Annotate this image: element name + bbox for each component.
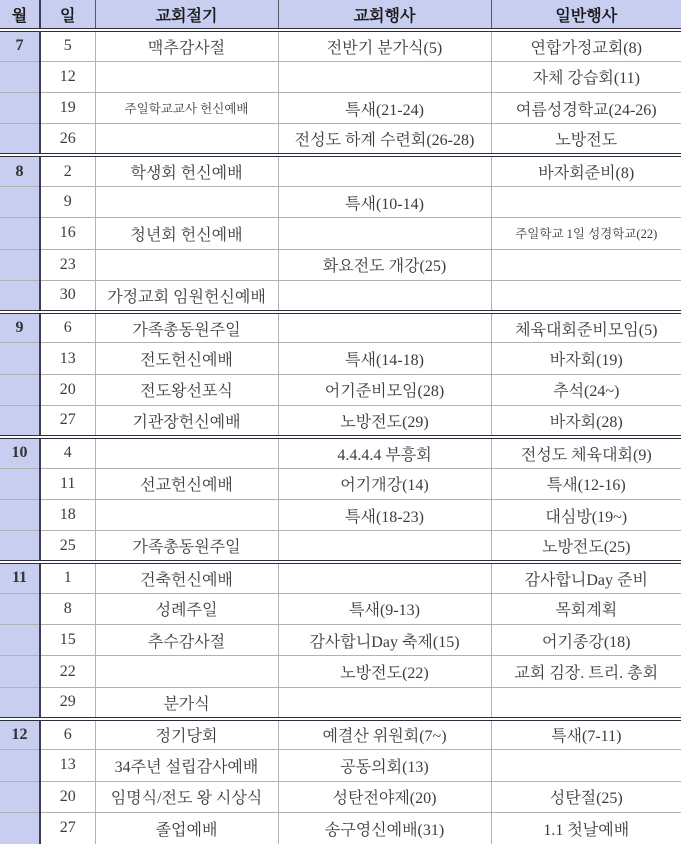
cell-season: 가족총동원주일 — [95, 312, 278, 343]
cell-month — [0, 812, 40, 844]
cell-general: 교회 김장. 트리. 총회 — [491, 656, 681, 687]
cell-day: 22 — [40, 656, 95, 687]
cell-day: 6 — [40, 312, 95, 343]
cell-season: 전도헌신예배 — [95, 343, 278, 374]
cell-season: 주일학교교사 헌신예배 — [95, 93, 278, 124]
cell-day: 20 — [40, 781, 95, 812]
cell-church: 공동의회(13) — [278, 750, 491, 781]
cell-season — [95, 499, 278, 530]
cell-month — [0, 625, 40, 656]
cell-church: 특새(18-23) — [278, 499, 491, 530]
table-row — [0, 280, 681, 311]
header-day: 일 — [40, 0, 95, 30]
table-row — [0, 719, 681, 750]
cell-month: 10 — [0, 437, 40, 468]
cell-month — [0, 61, 40, 92]
cell-general: 바자회(28) — [491, 406, 681, 437]
cell-season: 건축헌신예배 — [95, 562, 278, 593]
table-row — [0, 687, 681, 718]
table-row — [0, 186, 681, 217]
cell-month — [0, 186, 40, 217]
cell-church: 전성도 하계 수련회(26-28) — [278, 124, 491, 155]
cell-general: 연합가정교회(8) — [491, 30, 681, 61]
cell-general: 성탄절(25) — [491, 781, 681, 812]
cell-church — [278, 312, 491, 343]
cell-church: 4.4.4.4 부흥회 — [278, 437, 491, 468]
cell-day: 6 — [40, 719, 95, 750]
cell-general: 여름성경학교(24-26) — [491, 93, 681, 124]
cell-month — [0, 406, 40, 437]
cell-church — [278, 687, 491, 718]
cell-day: 9 — [40, 186, 95, 217]
cell-month — [0, 781, 40, 812]
cell-church — [278, 218, 491, 249]
cell-season: 정기당회 — [95, 719, 278, 750]
cell-month — [0, 593, 40, 624]
cell-month — [0, 218, 40, 249]
cell-day: 26 — [40, 124, 95, 155]
table-row — [0, 30, 681, 61]
cell-month: 12 — [0, 719, 40, 750]
cell-season: 추수감사절 — [95, 625, 278, 656]
cell-season: 맥추감사절 — [95, 30, 278, 61]
table-row — [0, 750, 681, 781]
cell-day: 1 — [40, 562, 95, 593]
cell-season — [95, 124, 278, 155]
cell-day: 12 — [40, 61, 95, 92]
cell-month — [0, 750, 40, 781]
table-row — [0, 562, 681, 593]
cell-church: 성탄전야제(20) — [278, 781, 491, 812]
cell-general: 자체 강습회(11) — [491, 61, 681, 92]
cell-church: 특새(10-14) — [278, 186, 491, 217]
cell-church: 어기준비모임(28) — [278, 374, 491, 405]
cell-day: 2 — [40, 155, 95, 186]
table-row — [0, 218, 681, 249]
cell-general — [491, 249, 681, 280]
cell-season: 분가식 — [95, 687, 278, 718]
table-row — [0, 61, 681, 92]
cell-season: 기관장헌신예배 — [95, 406, 278, 437]
cell-general — [491, 687, 681, 718]
cell-month: 9 — [0, 312, 40, 343]
cell-church: 어기개강(14) — [278, 468, 491, 499]
cell-general: 바자회준비(8) — [491, 155, 681, 186]
cell-month: 7 — [0, 30, 40, 61]
cell-general: 주일학교 1일 성경학교(22) — [491, 218, 681, 249]
cell-season: 학생회 헌신예배 — [95, 155, 278, 186]
cell-church — [278, 280, 491, 311]
cell-day: 25 — [40, 531, 95, 562]
cell-general: 체육대회준비모임(5) — [491, 312, 681, 343]
cell-season: 졸업예배 — [95, 812, 278, 844]
cell-day: 16 — [40, 218, 95, 249]
cell-day: 29 — [40, 687, 95, 718]
table-row — [0, 343, 681, 374]
cell-day: 19 — [40, 93, 95, 124]
cell-general: 특새(7-11) — [491, 719, 681, 750]
cell-season: 34주년 설립감사예배 — [95, 750, 278, 781]
cell-church: 송구영신예배(31) — [278, 812, 491, 844]
cell-season: 선교헌신예배 — [95, 468, 278, 499]
cell-season — [95, 437, 278, 468]
cell-season: 가족총동원주일 — [95, 531, 278, 562]
cell-general: 어기종강(18) — [491, 625, 681, 656]
cell-month — [0, 687, 40, 718]
cell-month — [0, 343, 40, 374]
table-row — [0, 593, 681, 624]
cell-church: 특새(9-13) — [278, 593, 491, 624]
cell-day: 8 — [40, 593, 95, 624]
cell-church: 감사합니Day 축제(15) — [278, 625, 491, 656]
table-row — [0, 374, 681, 405]
cell-month: 8 — [0, 155, 40, 186]
cell-general — [491, 280, 681, 311]
cell-month — [0, 656, 40, 687]
schedule-table-body — [0, 30, 681, 844]
cell-church — [278, 61, 491, 92]
cell-day: 30 — [40, 280, 95, 311]
table-row — [0, 625, 681, 656]
cell-church: 특새(14-18) — [278, 343, 491, 374]
cell-season: 성례주일 — [95, 593, 278, 624]
cell-month — [0, 93, 40, 124]
cell-day: 11 — [40, 468, 95, 499]
cell-church — [278, 531, 491, 562]
cell-month: 11 — [0, 562, 40, 593]
cell-church: 특새(21-24) — [278, 93, 491, 124]
table-row — [0, 499, 681, 530]
cell-month — [0, 280, 40, 311]
cell-season — [95, 656, 278, 687]
cell-season: 전도왕선포식 — [95, 374, 278, 405]
cell-day: 20 — [40, 374, 95, 405]
table-row — [0, 812, 681, 844]
cell-day: 18 — [40, 499, 95, 530]
header-church-event: 교회행사 — [278, 0, 491, 30]
cell-general: 추석(24~) — [491, 374, 681, 405]
cell-church: 노방전도(22) — [278, 656, 491, 687]
table-row — [0, 155, 681, 186]
cell-general: 감사합니Day 준비 — [491, 562, 681, 593]
cell-church — [278, 562, 491, 593]
cell-church: 전반기 분가식(5) — [278, 30, 491, 61]
table-row — [0, 531, 681, 562]
table-row — [0, 781, 681, 812]
cell-general: 대심방(19~) — [491, 499, 681, 530]
table-row — [0, 312, 681, 343]
cell-day: 23 — [40, 249, 95, 280]
cell-general: 특새(12-16) — [491, 468, 681, 499]
cell-general — [491, 186, 681, 217]
table-row — [0, 468, 681, 499]
table-row — [0, 656, 681, 687]
cell-month — [0, 249, 40, 280]
cell-general: 목회계획 — [491, 593, 681, 624]
cell-month — [0, 374, 40, 405]
table-row — [0, 406, 681, 437]
cell-season: 청년회 헌신예배 — [95, 218, 278, 249]
cell-month — [0, 468, 40, 499]
cell-general: 노방전도(25) — [491, 531, 681, 562]
cell-general: 노방전도 — [491, 124, 681, 155]
cell-month — [0, 124, 40, 155]
cell-general — [491, 750, 681, 781]
cell-season: 가정교회 임원헌신예배 — [95, 280, 278, 311]
header-general-event: 일반행사 — [491, 0, 681, 30]
cell-day: 27 — [40, 812, 95, 844]
cell-general: 전성도 체육대회(9) — [491, 437, 681, 468]
table-row — [0, 124, 681, 155]
header-row — [0, 0, 681, 30]
cell-church: 예결산 위원회(7~) — [278, 719, 491, 750]
cell-day: 27 — [40, 406, 95, 437]
cell-month — [0, 531, 40, 562]
cell-general: 바자회(19) — [491, 343, 681, 374]
table-row — [0, 93, 681, 124]
table-row — [0, 437, 681, 468]
cell-day: 15 — [40, 625, 95, 656]
cell-month — [0, 499, 40, 530]
cell-church: 노방전도(29) — [278, 406, 491, 437]
header-month: 월 — [0, 0, 40, 30]
cell-season — [95, 249, 278, 280]
table-header — [0, 0, 681, 30]
cell-season — [95, 61, 278, 92]
table-row — [0, 249, 681, 280]
cell-season — [95, 186, 278, 217]
cell-day: 4 — [40, 437, 95, 468]
cell-day: 13 — [40, 343, 95, 374]
cell-season: 임명식/전도 왕 시상식 — [95, 781, 278, 812]
cell-church: 화요전도 개강(25) — [278, 249, 491, 280]
cell-day: 5 — [40, 30, 95, 61]
cell-general: 1.1 첫날예배 — [491, 812, 681, 844]
header-season: 교회절기 — [95, 0, 278, 30]
cell-day: 13 — [40, 750, 95, 781]
cell-church — [278, 155, 491, 186]
